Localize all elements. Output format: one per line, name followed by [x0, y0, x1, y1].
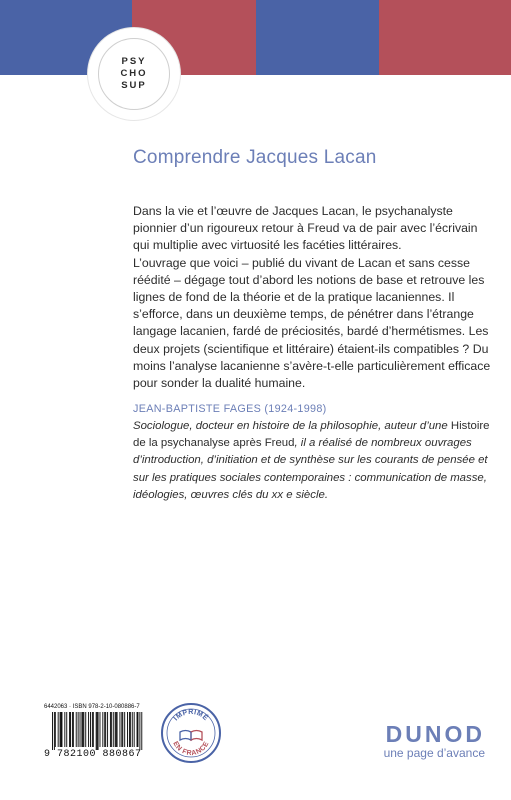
barcode-bar — [88, 712, 89, 747]
barcode-bar — [130, 712, 131, 747]
back-cover-summary — [133, 203, 495, 392]
barcode-bar — [139, 712, 140, 750]
author-name: JEAN-BAPTISTE FAGES (1924-1998) — [133, 403, 327, 415]
barcode-bar — [82, 712, 83, 747]
seal-bottom-text: EN FRANCE — [171, 740, 211, 758]
author-bio — [133, 418, 497, 504]
barcode-bar — [90, 712, 91, 747]
barcode-bar — [115, 712, 116, 747]
cover-band-blue-right — [256, 0, 379, 75]
barcode-bar — [138, 712, 139, 747]
barcode-bar — [78, 712, 79, 747]
barcode-bar — [119, 712, 120, 747]
cover-band-red-right — [379, 0, 511, 75]
barcode-bar — [102, 712, 103, 747]
isbn-barcode-block — [44, 704, 148, 768]
barcode-bar — [85, 712, 86, 747]
barcode-bar — [97, 712, 98, 750]
barcode-bar — [134, 712, 135, 747]
barcode-bar — [121, 712, 122, 747]
barcode-bar — [100, 712, 101, 747]
barcode-bar — [70, 712, 71, 747]
collection-logo-line-3: SUP — [121, 80, 147, 91]
barcode-bar — [73, 712, 74, 747]
barcode-bar — [116, 712, 117, 747]
barcode-bar — [54, 712, 55, 750]
barcode-bar — [137, 712, 138, 747]
barcode-bar — [96, 712, 97, 750]
collection-logo-circle — [98, 38, 170, 110]
barcode-bar — [72, 712, 73, 747]
author-bio-part-1: Sociologue, docteur en histoire de la philosophie, auteur d’une — [133, 420, 451, 432]
barcode — [44, 712, 148, 750]
barcode-bar — [62, 712, 63, 747]
barcode-bar — [124, 712, 125, 747]
barcode-bar — [111, 712, 112, 747]
barcode-bar — [83, 712, 84, 747]
barcode-bar — [129, 712, 130, 747]
barcode-bar — [141, 712, 142, 750]
isbn-header: 6442063 · ISBN 978-2-10-080886-7 — [44, 704, 140, 710]
barcode-bar — [76, 712, 77, 747]
collection-logo-line-1: PSY — [121, 56, 147, 67]
barcode-bar — [69, 712, 70, 747]
publisher-name: DUNOD — [385, 721, 485, 747]
publisher-logo — [373, 722, 485, 760]
imprime-en-france-seal — [160, 702, 222, 764]
summary-paragraph-2: L’ouvrage que voici – publié du vivant de Lacan et sans cesse réédité – dégage tout d’abord les notions de base et retrouve les lignes de fond de la théorie et de la pratique lacaniennes. Il s’efforce, dans un deuxième temps, de pénétrer dans l’étrange langage lacanien, fardé de préciosités, bardé d’hermétismes. Les deux projets (scientifique et littéraire) étaient-ils compatibles ? Du moins l’analyse lacanienne s’avère-t-elle particulièrement efficace pour sonder la dualité humaine. — [133, 255, 491, 391]
book-title: Comprendre Jacques Lacan — [133, 147, 377, 168]
seal-top-text: IMPRIMÉ — [172, 709, 210, 723]
summary-paragraph-1: Dans la vie et l’œuvre de Jacques Lacan, le psychanalyste pionnier d’un rigoureux retour à Freud va de pair avec l’écrivain qui multiplie avec virtuosité les facéties littéraires. — [133, 204, 478, 253]
barcode-bar — [105, 712, 106, 747]
barcode-bar — [80, 712, 81, 747]
author-bio-part-2: , il a réalisé de nombreux ouvrages d’introduction, d’initiation et de synthèse sur les courants de pensée et sur les pratiques sociales contemporaines : communication de masse, idéologies, œuvres clés du xx e siècle. — [133, 437, 488, 501]
barcode-bar — [55, 712, 56, 747]
barcode-bar — [60, 712, 61, 747]
barcode-digits: 9 782100 880867 — [44, 749, 142, 760]
barcode-bar — [122, 712, 123, 747]
author-bio-work-title: Histoire de la psychanalyse après Freud — [133, 420, 490, 450]
barcode-bar — [117, 712, 118, 747]
barcode-bar — [93, 712, 94, 747]
barcode-bar — [58, 712, 59, 747]
barcode-bar — [66, 712, 67, 747]
barcode-bar — [98, 712, 99, 750]
collection-logo-line-2: CHO — [120, 68, 148, 79]
barcode-bar — [64, 712, 65, 747]
barcode-bar — [52, 712, 53, 750]
barcode-bar — [81, 712, 82, 747]
barcode-bar — [61, 712, 62, 747]
barcode-bar — [107, 712, 108, 747]
barcode-bar — [132, 712, 133, 747]
publisher-tagline: une page d’avance — [383, 746, 485, 760]
barcode-bar — [113, 712, 114, 747]
barcode-bar — [92, 712, 93, 747]
barcode-bar — [104, 712, 105, 747]
barcode-bar — [127, 712, 128, 747]
barcode-bar — [110, 712, 111, 747]
collection-logo — [88, 28, 180, 120]
